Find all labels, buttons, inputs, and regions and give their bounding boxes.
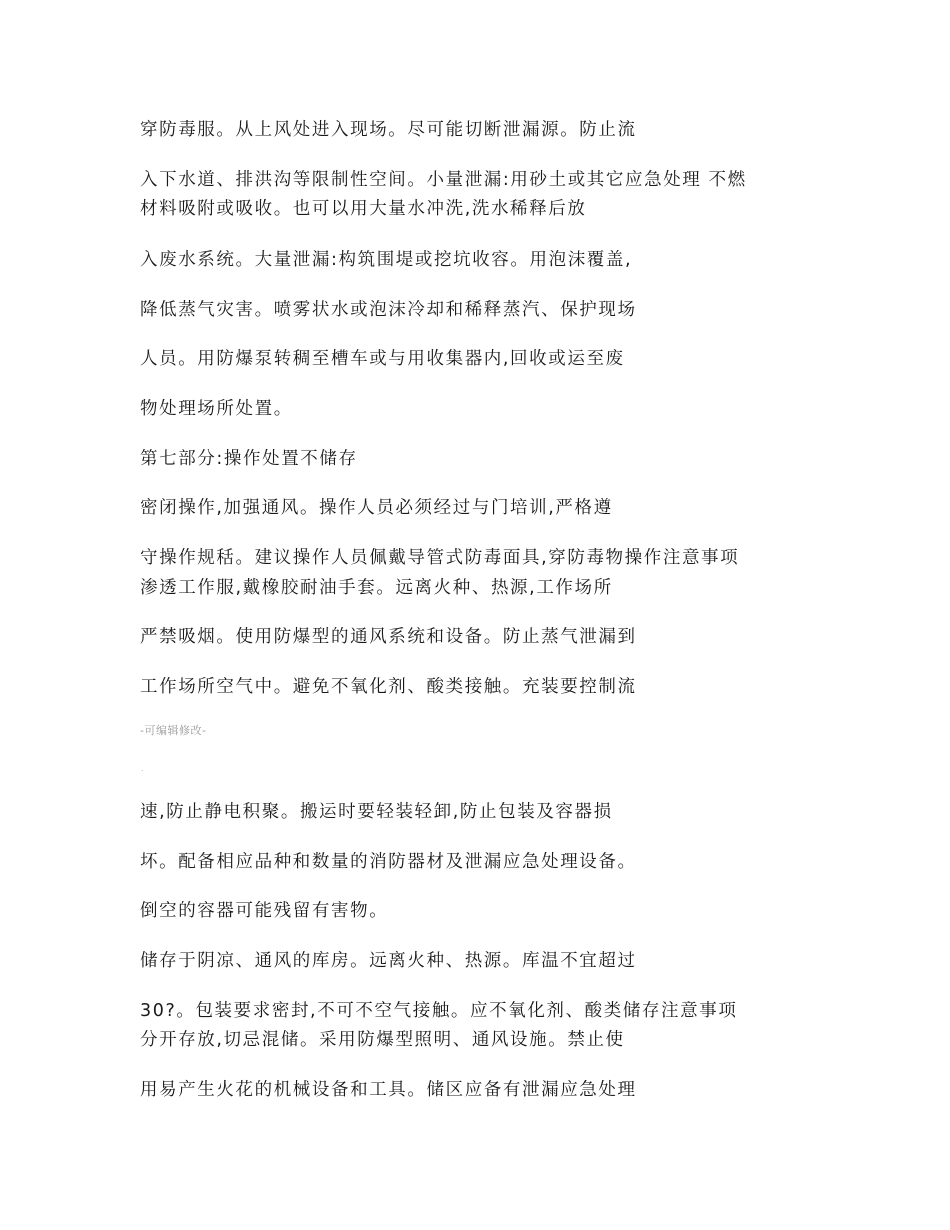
text-line: 渗透工作服,戴橡胶耐油手套。远离火种、热源,工作场所 bbox=[140, 578, 613, 598]
editable-footer-note: -可编辑修改- bbox=[140, 724, 207, 737]
text-line: 30?。包装要求密封,不可不空气接触。应不氧化剂、酸类储存注意事项 bbox=[140, 1001, 738, 1021]
text-line: 速,防止静电积聚。搬运时要轻装轻卸,防止包装及容器损 bbox=[140, 802, 613, 822]
text-line: 密闭操作,加强通风。操作人员必须经过与门培训,严格遵 bbox=[140, 498, 613, 518]
text-line: 坏。配备相应品种和数量的消防器材及泄漏应急处理设备。 bbox=[140, 852, 637, 872]
text-line: 用易产生火花的机械设备和工具。储区应备有泄漏应急处理 bbox=[140, 1080, 637, 1100]
text-line: 物处理场所处置。 bbox=[140, 399, 293, 419]
text-line: 材料吸附或吸收。也可以用大量水冲洗,洗水稀释后放 bbox=[140, 199, 587, 219]
text-line: 人员。用防爆泵转稠至槽车或与用收集器内,回收或运至废 bbox=[140, 349, 625, 369]
text-line: 工作场所空气中。避免不氧化剂、酸类接触。充装要控制流 bbox=[140, 677, 637, 697]
footer-dot: . bbox=[141, 764, 144, 773]
text-line: 入废水系统。大量泄漏:构筑围堤或挖坑收容。用泡沫覆盖, bbox=[140, 250, 633, 270]
text-line: 储存于阴凉、通风的库房。远离火种、热源。库温不宜超过 bbox=[140, 951, 637, 971]
text-line: 分开存放,切忌混储。采用防爆型照明、通风设施。禁止使 bbox=[140, 1030, 625, 1050]
text-line: 降低蒸气灾害。喷雾状水或泡沫冷却和稀释蒸汽、保护现场 bbox=[140, 300, 637, 320]
text-line: 倒空的容器可能残留有害物。 bbox=[140, 901, 389, 921]
section-heading: 第七部分:操作处置不储存 bbox=[140, 449, 358, 469]
text-line: 穿防毒服。从上风处进入现场。尽可能切断泄漏源。防止流 bbox=[140, 120, 637, 140]
text-line: 入下水道、排洪沟等限制性空间。小量泄漏:用砂土或其它应急处理 不燃 bbox=[140, 170, 747, 190]
text-line: 严禁吸烟。使用防爆型的通风系统和设备。防止蒸气泄漏到 bbox=[140, 627, 637, 647]
text-line: 守操作规秳。建议操作人员佩戴导管式防毒面具,穿防毒物操作注意事项 bbox=[140, 548, 740, 568]
